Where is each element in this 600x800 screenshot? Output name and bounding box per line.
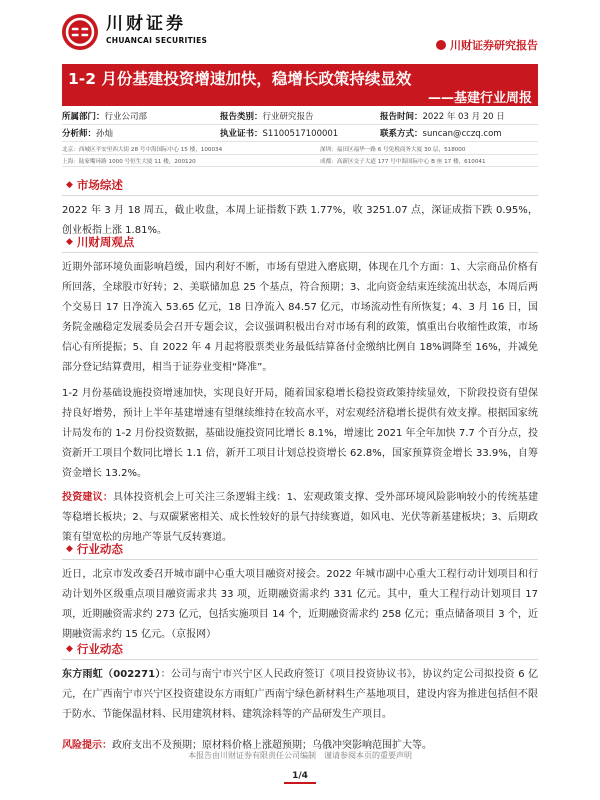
address-beijing: 北京：西城区平安里西大街 28 号中海国际中心 15 楼，100034 (62, 146, 223, 153)
address-chengdu: 成都：高新区交子大道 177 号中海国际中心 B 座 17 楼，610041 (320, 158, 486, 165)
investment-advice (62, 488, 538, 548)
section-divider (62, 659, 538, 660)
diamond-bullet-icon: ◆ (66, 180, 73, 190)
section-title-text: 行业动态 (76, 542, 123, 556)
diamond-bullet-icon: ◆ (66, 644, 73, 654)
section-divider (62, 195, 538, 196)
logo-name-cn: 川财证券 (106, 14, 186, 34)
footer-disclaimer: 本报告由川财证券有限责任公司编制 谨请参阅本页的重要声明 (188, 751, 412, 760)
section-weekly-view (62, 234, 538, 548)
title-banner (62, 64, 538, 106)
section-title-text: 行业动态 (76, 642, 123, 656)
section-heading (62, 234, 538, 250)
department-value: 行业公司部 (104, 112, 148, 122)
address-shanghai: 上海：陆家嘴环路 1000 号恒生大厦 11 楼，200120 (62, 158, 196, 165)
view-paragraph-2: 1-2 月份基础设施投资增速加快，实现良好开局，随着国家稳增长稳投资政策持续显效，下阶段投资有望保持良好增势，预计上半年基建增速有望继续维持在较高水平，对宏观经济稳增长提供有效支撑。根据国家统计局发布的 1-2 月份投资数据，基础设施投资同比增长 8.1%，增速比 2021 年全年加快 7.7 个百分点，投资新开工项目个数同比增长 1.1 倍，新开工项目计划总投资增长 62.8%，国家预算资金增长 33.9%，自筹资金增长 13.2%。 (62, 388, 538, 479)
report-tag-label: 川财证券研究报告 (450, 39, 538, 52)
page-header (0, 0, 600, 62)
section-divider (62, 559, 538, 560)
report-type-value: 行业研究报告 (262, 112, 314, 122)
diamond-bullet-icon: ◆ (66, 237, 73, 247)
section-market-summary (62, 177, 538, 241)
report-date-value: 2022 年 03 月 20 日 (422, 112, 505, 122)
section-divider (62, 252, 538, 253)
company-label: 东方雨虹（002271） (62, 669, 161, 680)
logo-text (106, 14, 207, 45)
section-heading (62, 177, 538, 193)
section-title-text: 市场综述 (76, 178, 123, 192)
section-heading (62, 641, 538, 657)
info-key: 报告时间： (380, 112, 423, 122)
industry-news-text: 近日，北京市发改委召开城市副中心重大项目融资对接会。2022 年城市副中心重大工程行动计划项目和行动计划外区级重点项目融资需求共 33 项，近期融资需求约 331 亿元。其中，重大工程行动计划项目 17 项，近期融资需求约 273 亿元，包括实施项目 14 个，近期融资需求约 258 亿元；重点储备项目 3 个，近期融资需求约 15 亿元。（京报网） (62, 569, 538, 640)
address-shenzhen: 深圳：福田区福华一路 6 号免税商务大厦 30 层，518000 (320, 146, 466, 153)
risk-label: 风险提示： (62, 740, 112, 751)
company-news-body: ：公司与南宁市兴宁区人民政府签订《项目投资协议书》，协议约定公司拟投资 6 亿元，在广西南宁市兴宁区投资建设东方雨虹广西南宁绿色新材料生产基地项目，建设内容为推进包括但不限于防水、节能保温材料、民用建筑材料、建筑涂料等的产品研发生产项目。 (62, 669, 538, 720)
advice-label: 投资建议： (62, 492, 114, 503)
logo-name-en: CHUANCAI SECURITIES (106, 36, 208, 45)
info-row (62, 125, 538, 142)
info-key: 报告类别： (220, 112, 263, 122)
certificate-value: S1100517100001 (262, 129, 339, 139)
section-company-news (62, 641, 538, 725)
report-tag (436, 37, 538, 53)
info-key: 分析师： (62, 129, 97, 139)
section-heading (62, 541, 538, 557)
info-key: 执业证书： (220, 129, 263, 139)
view-paragraph-1: 近期外部环境负面影响趋缓，国内利好不断，市场有望进入磨底期，体现在几个方面：1、大宗商品价格有所回落，全球股市好转；2、美联储加息 25 个基点，符合预期；3、北向资金结束连续流出状态，本周后两个交易日 17 日净流入 53.65 亿元，18 日净流入 84.57 亿元，市场流动性有所恢复；4、3 月 16 日，国务院金融稳定发展委员会召开专题会议，会议强调积极出台对市场有利的政策，慎重出台收缩性政策，市场信心有所提振；5、自 2022 年 4 月起将股票类业务最低结算备付金缴纳比例自 18%调降至 16%，并减免部分登记结算费用，相当于证券业变相“降准”。 (62, 262, 538, 373)
advice-text: 具体投资机会上可关注三条逻辑主线：1、宏观政策支撑、受外部环境风险影响较小的传统基建等稳增长板块；2、与双碳紧密相关、成长性较好的景气持续赛道，如风电、光伏等新基建板块；3、后期政策有望宽松的房地产等景气反转赛道。 (62, 492, 538, 543)
section-title-text: 川财周观点 (76, 235, 135, 249)
report-subtitle: ——基建行业周报 (427, 91, 532, 106)
company-news-text (62, 665, 538, 725)
analyst-value: 孙灿 (96, 129, 114, 139)
section-industry-news (62, 541, 538, 645)
diamond-bullet-icon: ◆ (66, 544, 73, 554)
address-row (62, 143, 538, 155)
report-title: 1-2 月份基建投资增速加快，稳增长政策持续显效 (68, 70, 412, 88)
risk-text: 政府支出不及预期；原材料价格上涨超预期；乌俄冲突影响范围扩大等。 (112, 740, 432, 751)
report-info-table (62, 108, 538, 142)
info-key: 联系方式： (380, 129, 423, 139)
company-logo-icon (62, 14, 98, 50)
info-row (62, 108, 538, 125)
address-row (62, 155, 538, 167)
office-addresses (62, 143, 538, 167)
brand-mark-icon (436, 40, 446, 50)
page-number: 1/4 (284, 768, 316, 784)
contact-email[interactable]: suncan@cczq.com (422, 129, 502, 139)
info-key: 所属部门： (62, 112, 105, 122)
market-summary-text: 2022 年 3 月 18 周五，截止收盘，本周上证指数下跌 1.77%，收 3251.07 点，深证成指下跌 0.95%，创业板指上涨 1.81%。 (62, 205, 538, 236)
